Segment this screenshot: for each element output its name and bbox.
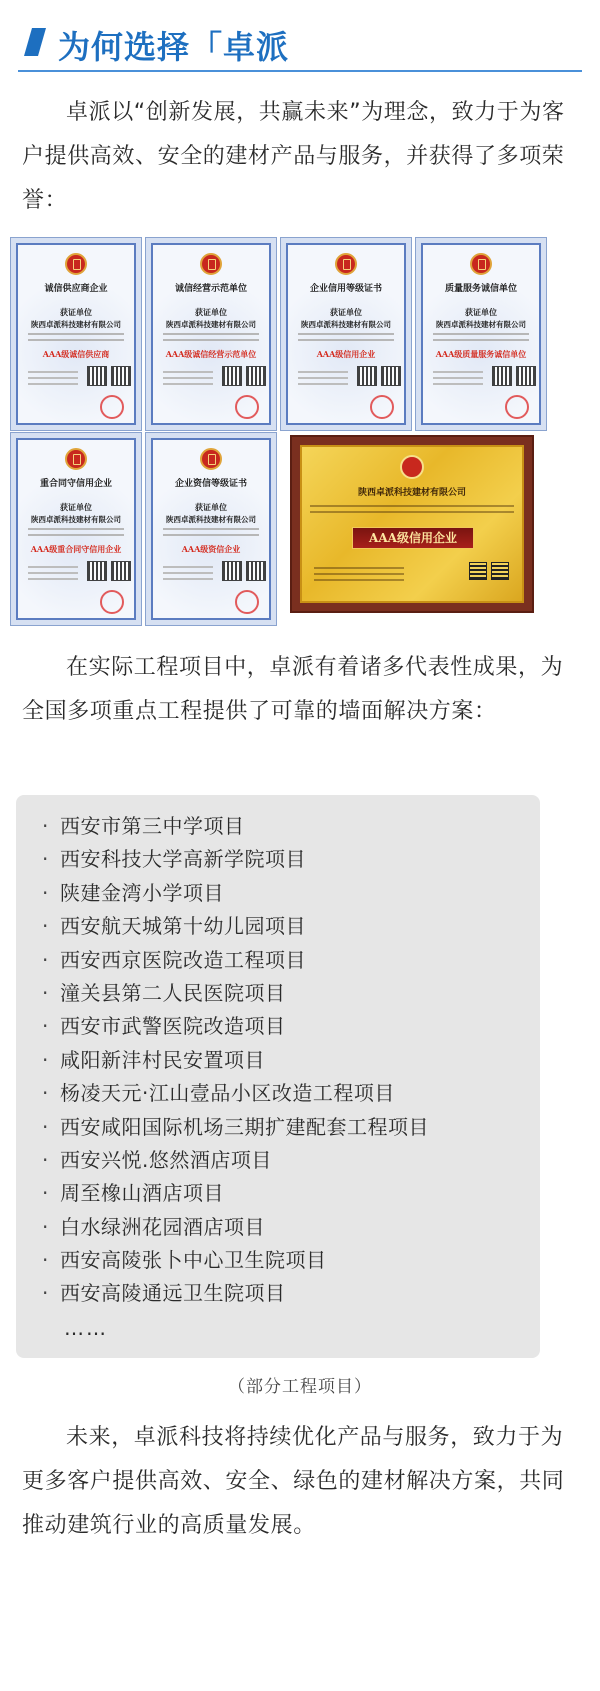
certificate-company: 陕西卓派科技建材有限公司 (166, 320, 256, 329)
closing-paragraph: 未来，卓派科技将持续优化产品与服务，致力于为更多客户提供高效、安全、绿色的建材解决方案，共同推动建筑行业的高质量发展。 (22, 1425, 565, 1538)
certificate-title: 质量服务诚信单位 (444, 284, 517, 294)
bullet-icon: · (42, 914, 49, 939)
bullet-icon: · (42, 1047, 49, 1072)
project-list (42, 810, 429, 1311)
bullet-icon: · (42, 1114, 49, 1139)
list-item: · 西安高陵张卜中心卫生院项目 (42, 1244, 429, 1277)
certificate (145, 237, 277, 431)
bullet-icon: · (42, 1014, 49, 1039)
bullet-icon: · (42, 1081, 49, 1106)
list-item: · 西安航天城第十幼儿园项目 (42, 910, 429, 943)
bullet-icon: · (42, 1214, 49, 1239)
seal-icon (65, 448, 87, 470)
certificate-grade: AAA级信用企业 (316, 349, 376, 359)
qr-code-icon (358, 367, 376, 385)
gold-plaque (290, 435, 534, 613)
qr-code-icon (247, 367, 265, 385)
bullet-icon: · (42, 1281, 49, 1306)
certificate-grade: AAA级诚信经营示范单位 (165, 349, 257, 359)
certificate-title: 诚信经营示范单位 (174, 284, 247, 294)
certificate-company: 陕西卓派科技建材有限公司 (31, 515, 121, 524)
seal-icon (470, 253, 492, 275)
qr-code-icon (112, 367, 130, 385)
certificate-issued-label: 获证单位 (195, 307, 227, 317)
qr-code-icon (382, 367, 400, 385)
qr-code-icon (223, 367, 241, 385)
list-item: · 杨凌天元·江山壹品小区改造工程项目 (42, 1077, 429, 1110)
certificate-company: 陕西卓派科技建材有限公司 (301, 320, 391, 329)
qr-code-icon (112, 562, 130, 580)
stamp-icon (100, 395, 124, 419)
section-title: 为何选择「卓派 (58, 28, 290, 66)
list-item: · 西安西京医院改造工程项目 (42, 944, 429, 977)
list-item: · 西安科技大学高新学院项目 (42, 843, 429, 876)
certificate-grade: AAA级重合同守信用企业 (30, 544, 122, 554)
stamp-icon (235, 590, 259, 614)
bullet-icon: · (42, 1181, 49, 1206)
list-item: · 西安高陵通远卫生院项目 (42, 1277, 429, 1310)
list-item: · 西安市武警医院改造项目 (42, 1010, 429, 1043)
list-item: · 潼关县第二人民医院项目 (42, 977, 429, 1010)
intro-paragraph: 卓派以“创新发展，共赢未来”为理念，致力于为客户提供高效、安全的建材产品与服务，并获得了多项荣誉： (22, 100, 565, 213)
seal-icon (335, 253, 357, 275)
list-ellipsis: …… (64, 1316, 108, 1340)
stamp-icon (370, 395, 394, 419)
certificate-company: 陕西卓派科技建材有限公司 (436, 320, 526, 329)
seal-icon (400, 455, 424, 479)
certificate (10, 237, 142, 431)
section-header (18, 14, 582, 76)
certificate-grade: AAA级质量服务诚信单位 (435, 349, 527, 359)
certificate-issued-label: 获证单位 (60, 502, 92, 512)
certificate-grade: AAA级诚信供应商 (42, 349, 110, 359)
list-item: · 西安咸阳国际机场三期扩建配套工程项目 (42, 1111, 429, 1144)
qr-code-icon (493, 367, 511, 385)
certificate-title: 重合同守信用企业 (39, 479, 112, 489)
bullet-icon: · (42, 947, 49, 972)
qr-code-icon (470, 563, 486, 579)
qr-code-icon (517, 367, 535, 385)
certificate-issued-label: 获证单位 (60, 307, 92, 317)
qr-code-icon (492, 563, 508, 579)
plaque-grade: AAA级信用企业 (352, 527, 474, 549)
slash-mark-icon (24, 28, 46, 56)
stamp-icon (235, 395, 259, 419)
project-list-box (16, 795, 540, 1358)
stamp-icon (505, 395, 529, 419)
certificate-issued-label: 获证单位 (195, 502, 227, 512)
seal-icon (65, 253, 87, 275)
certificate (10, 432, 142, 626)
certificate-grade: AAA级资信企业 (181, 544, 241, 554)
list-item: · 西安兴悦.悠然酒店项目 (42, 1144, 429, 1177)
bullet-icon: · (42, 814, 49, 838)
bullet-icon: · (42, 1147, 49, 1172)
certificate-title: 企业资信等级证书 (174, 479, 247, 489)
list-item: · 西安市第三中学项目 (42, 810, 429, 843)
qr-code-icon (223, 562, 241, 580)
qr-code-icon (88, 562, 106, 580)
certificate-company: 陕西卓派科技建材有限公司 (166, 515, 256, 524)
certificate-title: 企业信用等级证书 (309, 284, 382, 294)
header-divider (18, 70, 582, 72)
certificate (280, 237, 412, 431)
project-list-caption: （部分工程项目） (228, 1377, 372, 1397)
certificate-issued-label: 获证单位 (330, 307, 362, 317)
certificate-issued-label: 获证单位 (465, 307, 497, 317)
list-item: · 咸阳新沣村民安置项目 (42, 1044, 429, 1077)
plaque-company: 陕西卓派科技建材有限公司 (357, 488, 466, 498)
certificate (415, 237, 547, 431)
list-item: · 陕建金湾小学项目 (42, 877, 429, 910)
certificate-title: 诚信供应商企业 (44, 284, 108, 294)
seal-icon (200, 448, 222, 470)
stamp-icon (100, 590, 124, 614)
bullet-icon: · (42, 880, 49, 905)
certificate-company: 陕西卓派科技建材有限公司 (31, 320, 121, 329)
qr-code-icon (88, 367, 106, 385)
qr-code-icon (247, 562, 265, 580)
list-item: · 白水绿洲花园酒店项目 (42, 1211, 429, 1244)
bullet-icon: · (42, 1248, 49, 1273)
certificate (145, 432, 277, 626)
list-item: · 周至橡山酒店项目 (42, 1177, 429, 1210)
bullet-icon: · (42, 847, 49, 872)
bullet-icon: · (42, 980, 49, 1005)
seal-icon (200, 253, 222, 275)
achievements-paragraph: 在实际工程项目中，卓派有着诸多代表性成果，为全国多项重点工程提供了可靠的墙面解决方案： (22, 655, 564, 724)
